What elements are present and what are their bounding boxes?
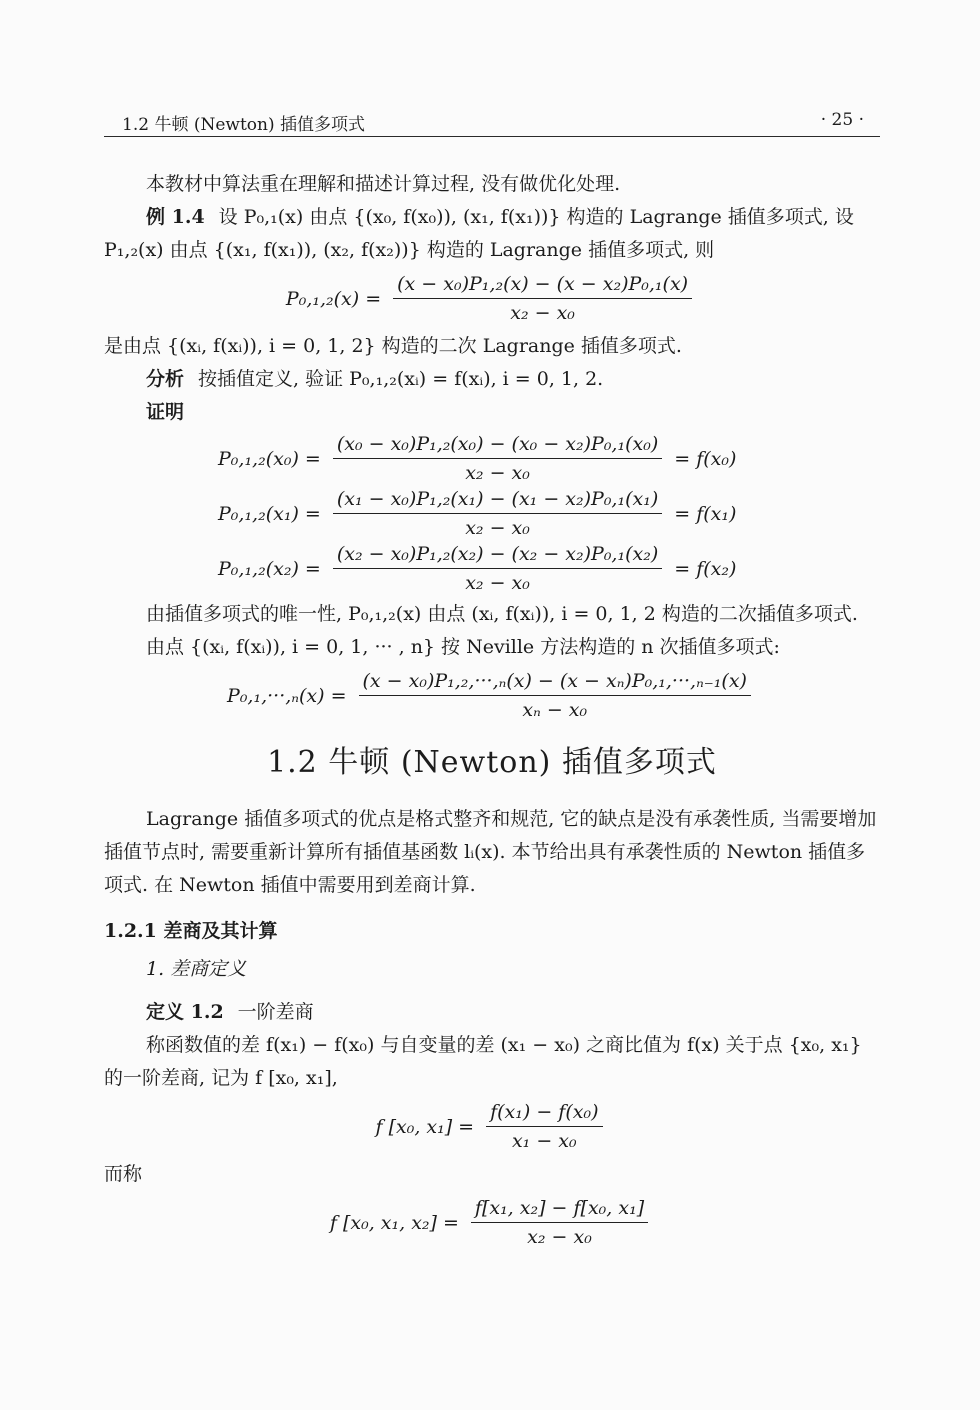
eq-fraction <box>333 488 662 539</box>
proof-label: 证明 <box>146 401 185 423</box>
eq-rhs: = f(x₂) <box>674 557 737 580</box>
section-heading: 1.2 牛顿 (Newton) 插值多项式 <box>267 745 717 780</box>
eq-denominator: x₂ − x₀ <box>465 517 530 539</box>
example-text: 设 P₀,₁(x) 由点 {(x₀, f(x₀)), (x₁, f(x₁))} 构造的 Lagrange 插值多项式, 设 P₁,₂(x) 由点 {(x₁, f(x₁)), (x₂, f(x₂))} 构造的 Lagrange 插值多项式, 则 <box>104 206 854 261</box>
equation-second-difference <box>104 1197 880 1248</box>
header-section-title: 1.2 牛顿 (Newton) 插值多项式 <box>122 115 366 135</box>
equation-neville-2 <box>104 273 880 324</box>
eq-fraction <box>486 1101 602 1152</box>
eq-fraction <box>359 670 751 721</box>
eq-denominator: xₙ − x₀ <box>522 699 588 721</box>
proof-equation <box>104 488 880 539</box>
eq-rhs: = f(x₁) <box>674 502 737 525</box>
definition-title: 一阶差商 <box>237 1001 314 1023</box>
paragraph-uniqueness: 由插值多项式的唯一性, P₀,₁,₂(x) 由点 (xᵢ, f(xᵢ)), i = 0, 1, 2 构造的二次插值多项式. <box>146 603 858 625</box>
eq-numerator: f(x₁) − f(x₀) <box>486 1101 602 1127</box>
paragraph-and-call: 而称 <box>104 1163 143 1185</box>
eq-fraction <box>333 433 662 484</box>
eq-rhs: = f(x₀) <box>674 447 737 470</box>
eq-numerator: (x − x₀)P₁,₂,···,ₙ(x) − (x − xₙ)P₀,₁,···,ₙ₋₁(x) <box>359 670 751 696</box>
page-body <box>104 168 880 1254</box>
eq-lhs: P₀,₁,₂(x₀) = <box>218 447 321 470</box>
eq-lhs: P₀,₁,₂(x₂) = <box>218 557 321 580</box>
eq-denominator: x₂ − x₀ <box>510 302 575 324</box>
paragraph-newton-intro: Lagrange 插值多项式的优点是格式整齐和规范, 它的缺点是没有承袭性质, 当需要增加插值节点时, 需要重新计算所有插值基函数 lᵢ(x). 本节给出具有承袭性质的 Newton 插值多项式. 在 Newton 插值中需要用到差商计算. <box>104 808 877 896</box>
eq-numerator: (x₀ − x₀)P₁,₂(x₀) − (x₀ − x₂)P₀,₁(x₀) <box>333 433 662 459</box>
eq-numerator: (x₁ − x₀)P₁,₂(x₁) − (x₁ − x₂)P₀,₁(x₁) <box>333 488 662 514</box>
example-1-4 <box>104 201 880 267</box>
equation-neville-n <box>104 670 880 721</box>
eq-denominator: x₂ − x₀ <box>527 1226 592 1248</box>
example-label: 例 1.4 <box>146 206 205 228</box>
eq-lhs: f [x₀, x₁, x₂] = <box>329 1211 459 1234</box>
eq-fraction <box>333 543 662 594</box>
analysis <box>104 363 880 396</box>
analysis-label: 分析 <box>146 368 185 390</box>
eq-numerator: (x₂ − x₀)P₁,₂(x₂) − (x₂ − x₂)P₀,₁(x₂) <box>333 543 662 569</box>
eq-numerator: (x − x₀)P₁,₂(x) − (x − x₂)P₀,₁(x) <box>393 273 692 299</box>
eq-lhs: P₀,₁,···,ₙ(x) = <box>227 684 347 707</box>
eq-lhs: f [x₀, x₁] = <box>375 1115 475 1138</box>
running-header <box>104 104 880 137</box>
paragraph-first-divided-difference: 称函数值的差 f(x₁) − f(x₀) 与自变量的差 (x₁ − x₀) 之商比值为 f(x) 关于点 {x₀, x₁} 的一阶差商, 记为 f [x₀, x₁], <box>104 1034 862 1089</box>
paragraph-algorithm-note: 本教材中算法重在理解和描述计算过程, 没有做优化处理. <box>146 173 621 195</box>
eq-denominator: x₁ − x₀ <box>511 1130 577 1152</box>
paragraph-quadratic: 是由点 {(xᵢ, f(xᵢ)), i = 0, 1, 2} 构造的二次 Lagrange 插值多项式. <box>104 335 682 357</box>
list-item-definition: 1. 差商定义 <box>146 958 247 980</box>
proof-equation <box>104 543 880 594</box>
proof-equations <box>104 433 880 594</box>
eq-fraction <box>393 273 692 324</box>
eq-lhs: P₀,₁,₂(x₁) = <box>218 502 321 525</box>
paragraph-neville: 由点 {(xᵢ, f(xᵢ)), i = 0, 1, ··· , n} 按 Neville 方法构造的 n 次插值多项式: <box>146 636 780 658</box>
eq-denominator: x₂ − x₀ <box>465 572 530 594</box>
subsection-heading: 1.2.1 差商及其计算 <box>104 920 278 942</box>
proof-equation <box>104 433 880 484</box>
eq-fraction <box>471 1197 648 1248</box>
eq-denominator: x₂ − x₀ <box>465 462 530 484</box>
definition-1-2 <box>104 996 880 1029</box>
eq-lhs: P₀,₁,₂(x) = <box>285 287 382 310</box>
analysis-text: 按插值定义, 验证 P₀,₁,₂(xᵢ) = f(xᵢ), i = 0, 1, 2. <box>198 368 604 390</box>
eq-numerator: f[x₁, x₂] − f[x₀, x₁] <box>471 1197 648 1223</box>
definition-label: 定义 1.2 <box>146 1001 224 1023</box>
page-number: · 25 · <box>820 110 864 130</box>
equation-first-difference <box>104 1101 880 1152</box>
